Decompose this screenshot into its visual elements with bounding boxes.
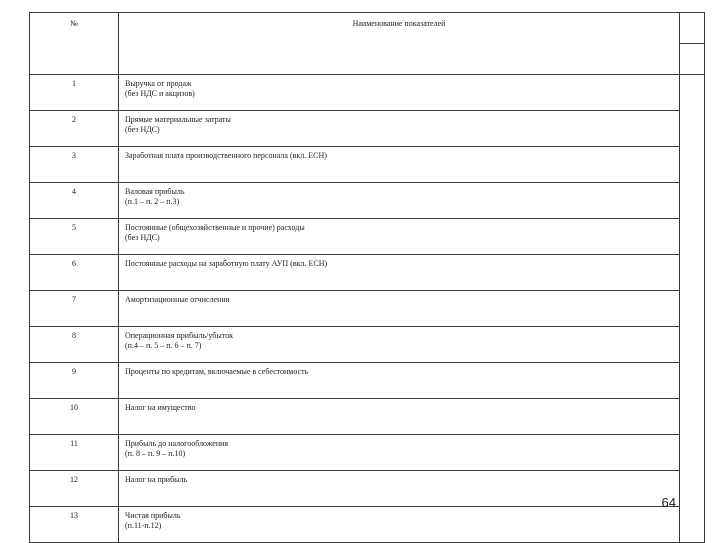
table-row (30, 75, 705, 111)
row-name-line: Постоянные (общехозяйственные и прочие) расходы (125, 223, 305, 232)
row-number-cell (30, 147, 119, 183)
slide-number: 64 (661, 495, 676, 510)
row-name-cell (119, 327, 680, 363)
row-name-line: Прибыль до налогообложения (125, 439, 229, 448)
table-row (30, 255, 705, 291)
row-name-cell (119, 255, 680, 291)
row-name-line: (п.1 – п. 2 – п.3) (125, 197, 180, 206)
row-name-cell (119, 219, 680, 255)
table-row (30, 507, 705, 543)
row-number: 6 (72, 259, 76, 268)
row-number-cell (30, 435, 119, 471)
table-row (30, 327, 705, 363)
table-row (30, 471, 705, 507)
row-name-cell (119, 291, 680, 327)
row-number: 10 (70, 403, 78, 412)
row-name-line: Проценты по кредитам, включаемые в себестоимость (125, 367, 309, 376)
header-name-cell (119, 13, 680, 75)
row-number-cell (30, 291, 119, 327)
row-number-cell (30, 507, 119, 543)
row-number: 9 (72, 367, 76, 376)
row-name-cell (119, 399, 680, 435)
table-row (30, 399, 705, 435)
row-name-cell (119, 75, 680, 111)
table-row (30, 363, 705, 399)
row-name-line: (п.11-п.12) (125, 521, 162, 530)
row-name-cell (119, 507, 680, 543)
table-row (30, 219, 705, 255)
row-name-line: (без НДС) (125, 125, 160, 134)
header-name-label: Наименование показателей (352, 19, 446, 28)
row-name-line: Выручка от продаж (125, 79, 192, 88)
row-number: 5 (72, 223, 76, 232)
row-number-cell (30, 471, 119, 507)
table-row (30, 435, 705, 471)
row-name-line: Чистая прибыль (125, 511, 181, 520)
row-name-cell (119, 435, 680, 471)
table-row (30, 147, 705, 183)
row-name-cell (119, 363, 680, 399)
header-extra-cell-bottom (680, 44, 705, 75)
row-number: 8 (72, 331, 76, 340)
header-number-label: № (70, 19, 78, 28)
row-name-cell (119, 111, 680, 147)
row-name-line: Заработная плата производственного персонала (вкл. ЕСН) (125, 151, 327, 160)
row-name-line: Налог на имущество (125, 403, 196, 412)
row-name-cell (119, 183, 680, 219)
row-number-cell (30, 183, 119, 219)
row-name-line: (без НДС и акцизов) (125, 89, 195, 98)
table-row (30, 183, 705, 219)
header-extra-cell-top (680, 13, 705, 44)
row-name-line: (п.4 – п. 5 – п. 6 – п. 7) (125, 341, 202, 350)
row-number-cell (30, 219, 119, 255)
row-number-cell (30, 327, 119, 363)
row-number-cell (30, 363, 119, 399)
row-number: 7 (72, 295, 76, 304)
row-name-line: Операционная прибыль/убыток (125, 331, 234, 340)
row-number-cell (30, 75, 119, 111)
header-number-cell (30, 13, 119, 75)
row-number: 12 (70, 475, 78, 484)
row-number: 11 (70, 439, 78, 448)
row-number: 13 (70, 511, 78, 520)
table-row (30, 111, 705, 147)
row-name-cell (119, 147, 680, 183)
row-name-line: (п. 8 – п. 9 – п.10) (125, 449, 186, 458)
row-number: 2 (72, 115, 76, 124)
row-name-line: Постоянные расходы на заработную плату АУП (вкл. ЕСН) (125, 259, 328, 268)
row-number-cell (30, 255, 119, 291)
header-row (30, 13, 705, 44)
indicators-table-body (30, 13, 705, 543)
row-name-line: Налог на прибыль (125, 475, 188, 484)
table-row (30, 291, 705, 327)
indicators-table (29, 12, 705, 543)
row-name-line: Прямые материальные затраты (125, 115, 231, 124)
row-name-line: Амортизационные отчисления (125, 295, 230, 304)
row-name-line: (без НДС) (125, 233, 160, 242)
row-number-cell (30, 111, 119, 147)
row-number: 3 (72, 151, 76, 160)
row-number: 1 (72, 79, 76, 88)
row-name-line: Валовая прибыль (125, 187, 185, 196)
row-number: 4 (72, 187, 76, 196)
extra-column-cell (680, 75, 705, 543)
row-number-cell (30, 399, 119, 435)
row-name-cell (119, 471, 680, 507)
